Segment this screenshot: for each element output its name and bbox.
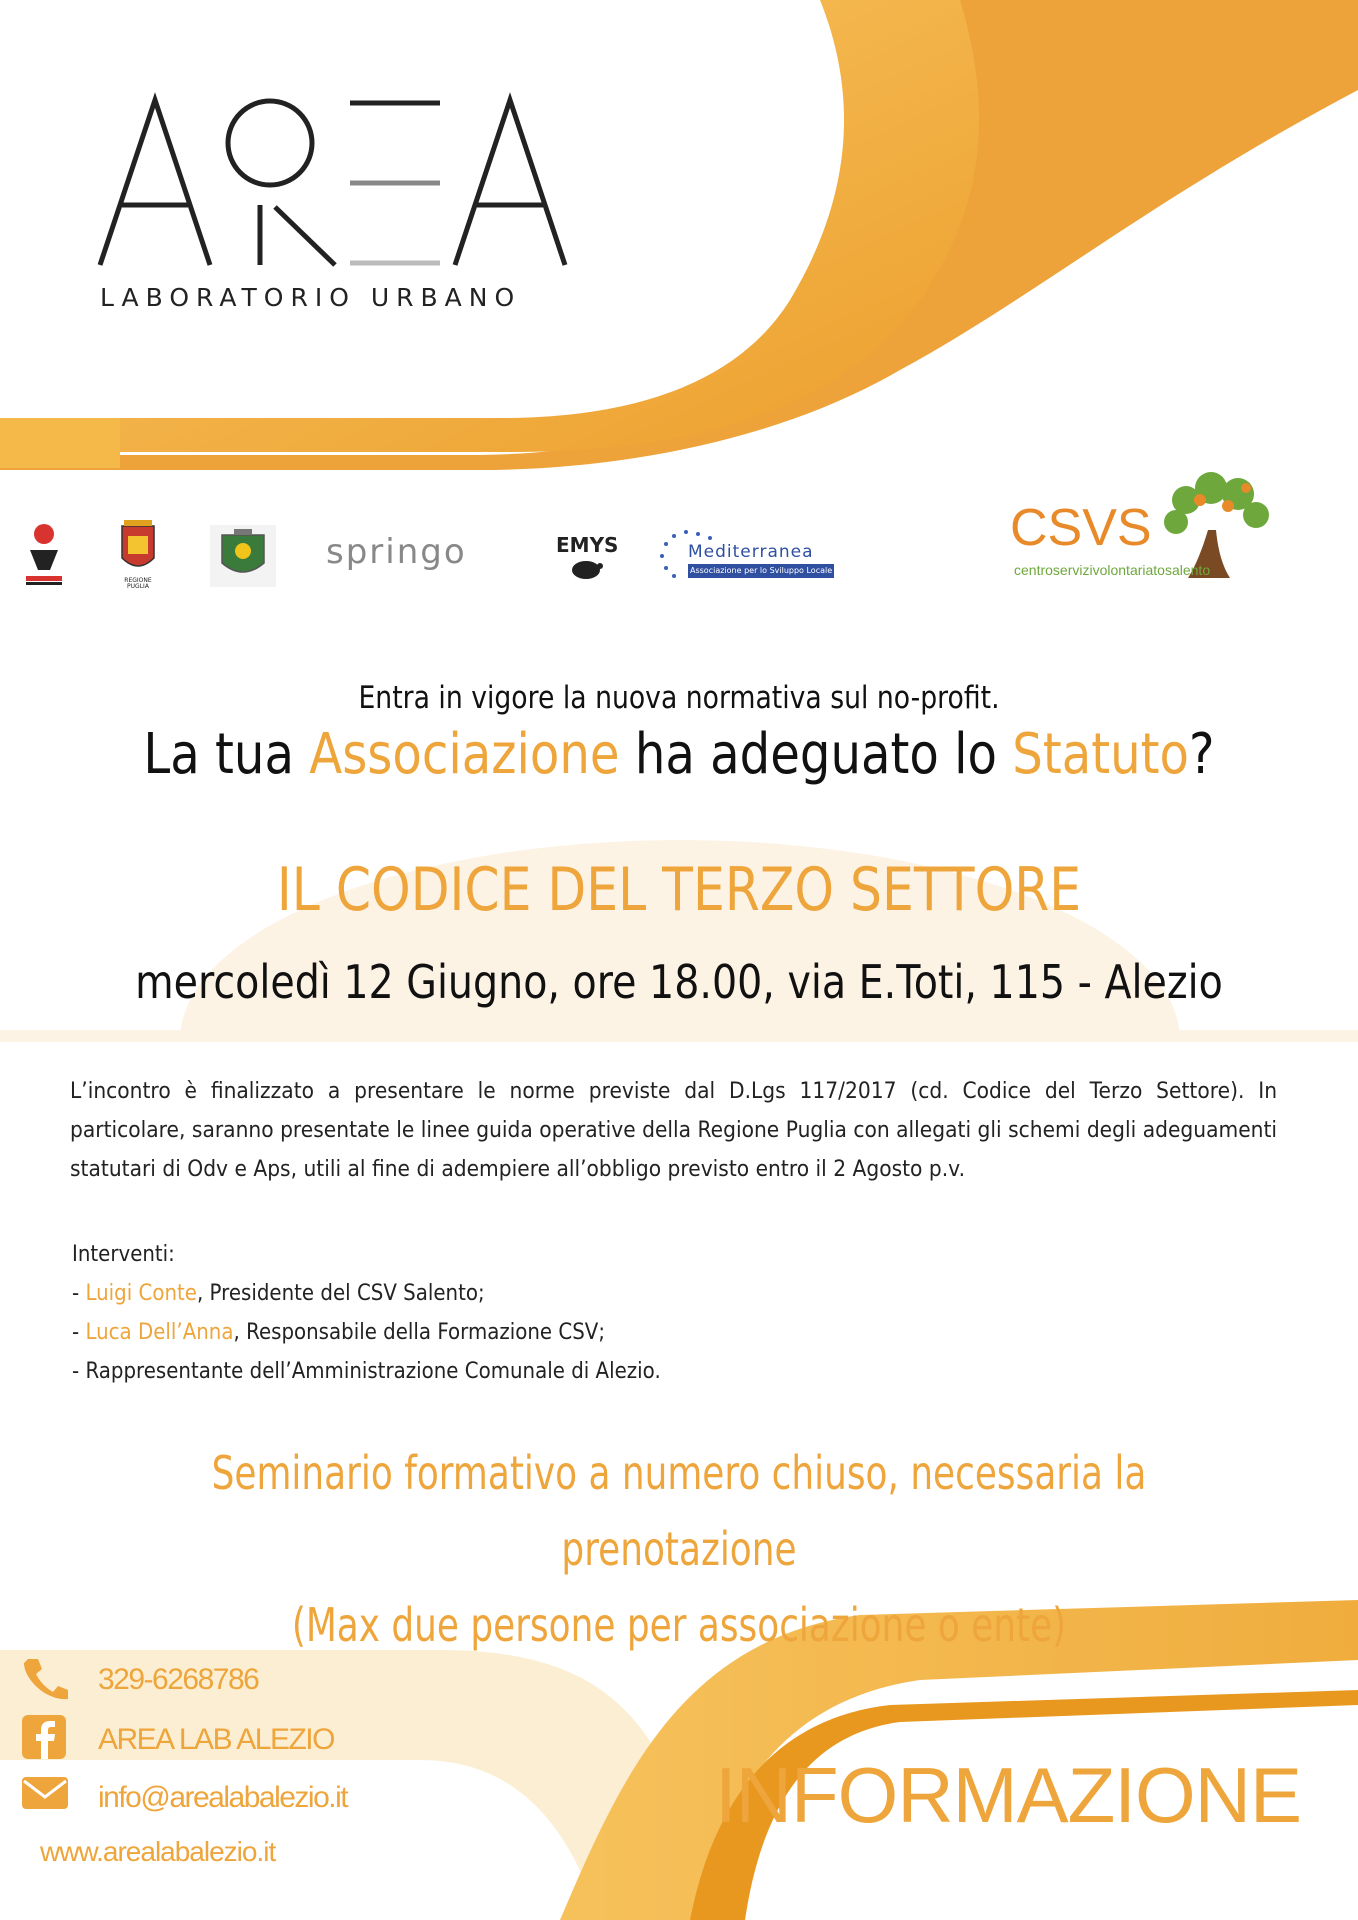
facebook-icon [20,1715,70,1761]
area-logo [100,95,570,312]
email-address: info@arealabalezio.it [98,1781,348,1814]
seminar-notice-line1: Seminario formativo a numero chiuso, necessaria la prenotazione [211,1446,1147,1576]
emys-logo [554,532,619,584]
biblioteca-logo [20,520,68,588]
springo-logo [326,532,467,572]
facebook-page: AREA LAB ALEZIO [98,1723,334,1756]
regione-puglia-logo [116,518,160,588]
event-description: L’incontro è finalizzato a presentare le norme previste dal D.Lgs 117/2017 (cd. Codice del Terzo Settore). In particolare, saranno presentate le linee guida operative della Regione Puglia con allegati gli schemi degli adeguamenti statutari di Odv e Aps, utili al fine di adempiere all’obbligo previsto entro il 2 Agosto p.v. [70,1079,1278,1182]
event-background-band [0,1030,1358,1042]
svg-text:PUGLIA: PUGLIA [127,583,149,590]
mediterranea-logo [658,526,834,584]
csvs-logo [1008,470,1278,590]
brand-subtitle: LABORATORIO URBANO [100,283,522,312]
speaker-role: , Presidente del CSV Salento; [196,1281,485,1306]
speakers-list [72,1235,661,1391]
seminar-notice-line2: (Max due persone per associazione o ente) [291,1598,1067,1652]
email-icon [20,1773,70,1813]
speaker-role: , Responsabile della Formazione CSV; [233,1320,606,1345]
phone-number: 329-6268786 [98,1663,259,1696]
footer-title: INFORMAZIONE [715,1751,1301,1839]
facebook-contact[interactable] [20,1715,334,1765]
area-wordmark [100,95,570,275]
website-link[interactable]: www.arealabalezio.it [40,1836,276,1867]
mediterranea-title: Mediterranea [688,542,814,562]
speaker-role: Rappresentante dell’Amministrazione Comunale di Alezio. [85,1359,661,1384]
event-title: IL CODICE DEL TERZO SETTORE [276,855,1082,925]
speakers-label: Interventi: [72,1242,175,1267]
question-part1: La tua [143,722,310,787]
csvs-subtitle: centroservizivolontariatosalento [1014,562,1211,578]
mediterranea-subtitle: Associazione per lo Sviluppo Locale [688,564,834,578]
event-date-line: mercoledì 12 Giugno, ore 18.00, via E.Toti, 115 - Alezio [135,955,1223,1009]
alezio-crest-logo [210,525,276,587]
email-contact[interactable] [20,1773,348,1823]
speaker-name: Luigi Conte [85,1281,197,1306]
speaker-item: - Rappresentante dell’Amministrazione Comunale di Alezio. [72,1359,661,1384]
svg-text:REGIONE: REGIONE [124,577,152,584]
phone-icon [20,1655,70,1701]
question-accent-associazione: Associazione [309,722,620,787]
csvs-title: CSVS [1010,499,1152,557]
speaker-item: - Luigi Conte, Presidente del CSV Salento; [72,1281,485,1306]
phone-contact[interactable] [20,1655,259,1705]
headline [0,680,1358,787]
question-part2: ha adeguato lo [619,722,1013,787]
partner-logos [0,470,1358,610]
speaker-item: - Luca Dell’Anna, Responsabile della Formazione CSV; [72,1320,606,1345]
springo-text: springo [326,532,467,572]
svg-text:EMYS: EMYS [556,533,619,557]
headline-intro: Entra in vigore la nuova normativa sul no-profit. [358,680,1000,716]
seminar-notice [149,1435,1208,1663]
speaker-name: Luca Dell’Anna [85,1320,234,1345]
headline-question [95,722,1263,787]
question-accent-statuto: Statuto [1012,722,1190,787]
question-part3: ? [1189,722,1215,787]
